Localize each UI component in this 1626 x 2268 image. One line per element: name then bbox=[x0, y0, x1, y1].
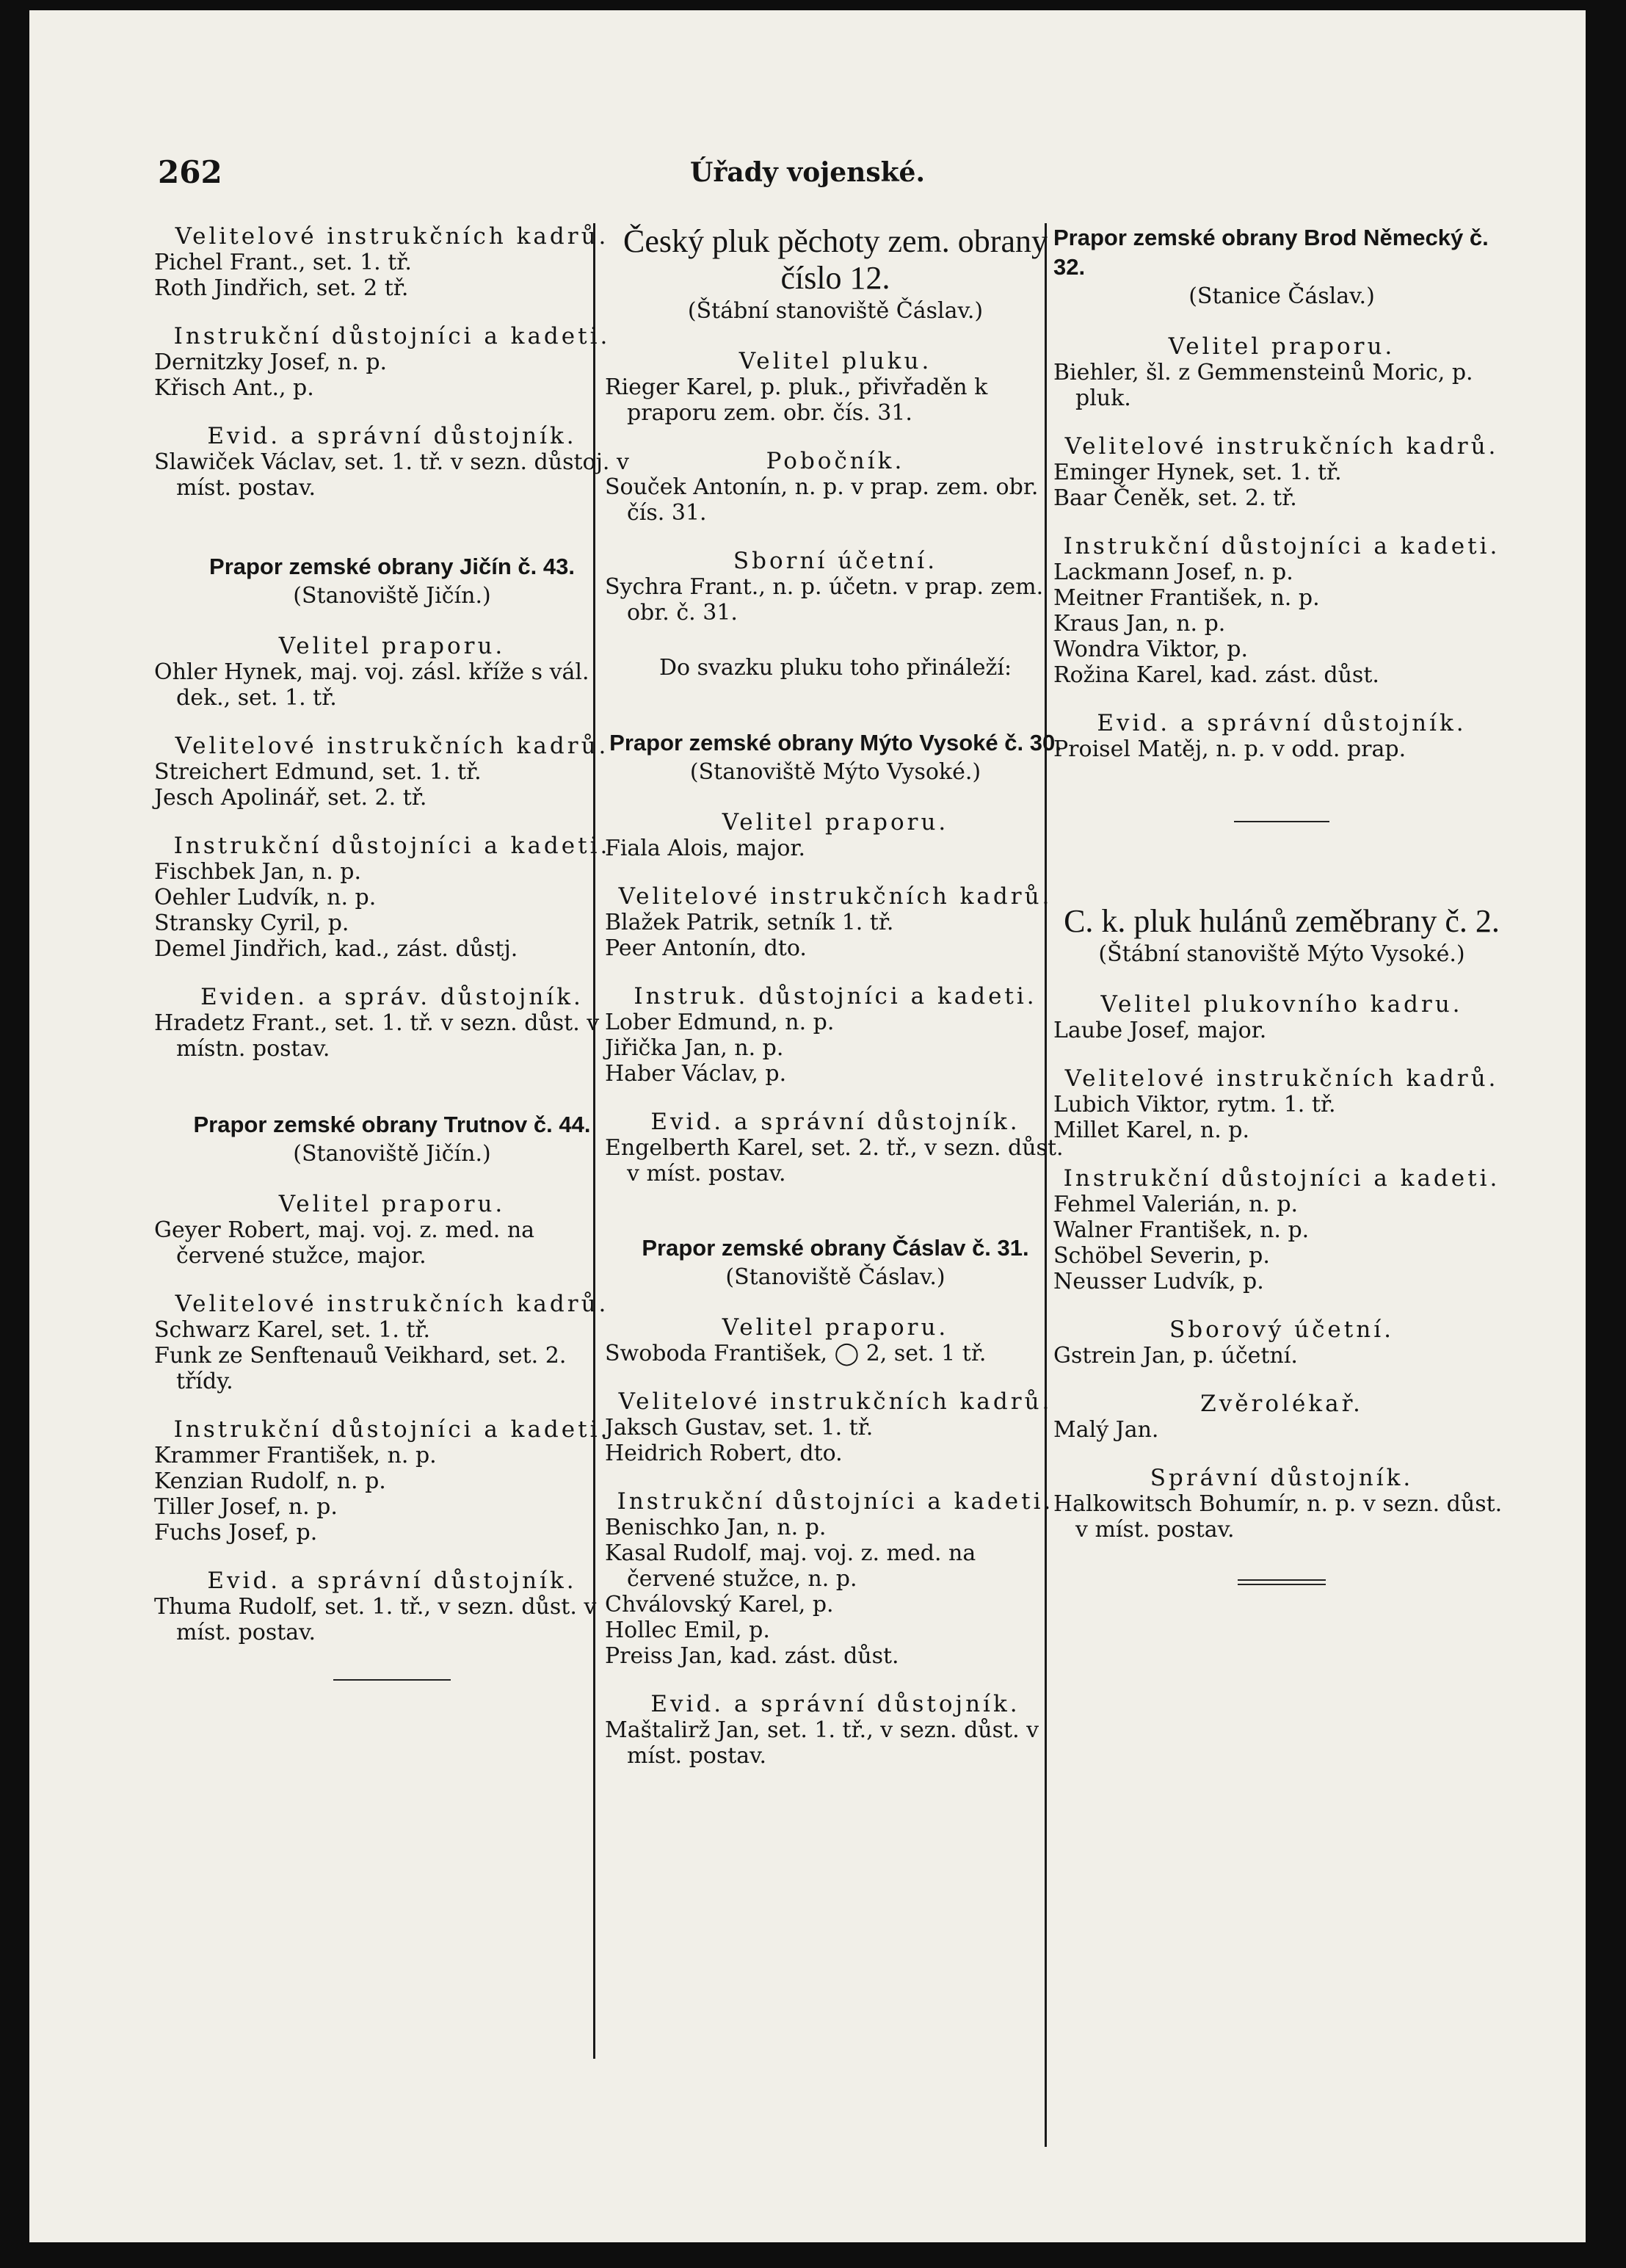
personnel-entry: Kraus Jan, n. p. bbox=[1053, 611, 1226, 637]
personnel-entry: Tiller Josef, n. p. bbox=[154, 1494, 338, 1520]
section-heading: Velitelové instrukčních kadrů. bbox=[175, 733, 609, 759]
personnel-entry: Hradetz Frant., set. 1. tř. v sezn. důst. v místn. postav. bbox=[154, 1010, 600, 1062]
personnel-entry: Gstrein Jan, p. účetní. bbox=[1053, 1343, 1298, 1369]
personnel-entry: Fehmel Valerián, n. p. bbox=[1053, 1192, 1299, 1217]
entry-list bbox=[154, 759, 630, 811]
personnel-entry: Jesch Apolinář, set. 2. tř. bbox=[154, 785, 427, 811]
unit-block-continued bbox=[154, 223, 630, 501]
sections bbox=[1053, 991, 1510, 1543]
unit-station: (Stanoviště Mýto Vysoké.) bbox=[689, 759, 981, 785]
column-2 bbox=[605, 223, 1066, 1769]
personnel-entry: Millet Karel, n. p. bbox=[1053, 1117, 1250, 1143]
unit-title: Prapor zemské obrany Brod Německý č. 32. bbox=[1053, 225, 1489, 280]
regiment-station: (Štábní stanoviště Mýto Vysoké.) bbox=[1098, 941, 1465, 967]
entry-list bbox=[1053, 1092, 1510, 1143]
section-heading: Velitelové instrukčních kadrů. bbox=[1064, 1065, 1499, 1092]
personnel-entry: Proisel Matěj, n. p. v odd. prap. bbox=[1053, 736, 1407, 762]
personnel-entry: Biehler, šl. z Gemmensteinů Moric, p. pluk. bbox=[1053, 360, 1473, 411]
entry-list bbox=[1053, 1192, 1510, 1294]
section-heading: Velitelové instrukčních kadrů. bbox=[175, 1291, 609, 1317]
sections bbox=[605, 1314, 1066, 1769]
entry-list bbox=[605, 374, 1066, 426]
unit-station: (Stanice Čáslav.) bbox=[1188, 283, 1375, 309]
personnel-entry: Peer Antonín, dto. bbox=[605, 935, 807, 961]
personnel-entry: Krammer František, n. p. bbox=[154, 1443, 437, 1468]
entry-list bbox=[1053, 1343, 1510, 1369]
entry-list bbox=[154, 449, 630, 501]
unit-block bbox=[154, 552, 630, 1062]
personnel-entry: Schöbel Severin, p. bbox=[1053, 1243, 1270, 1269]
entry-list bbox=[154, 250, 630, 301]
personnel-entry: Souček Antonín, n. p. v prap. zem. obr. čís. 31. bbox=[605, 474, 1039, 526]
unit-title: Prapor zemské obrany Čáslav č. 31. bbox=[642, 1235, 1029, 1261]
section-heading: Velitel praporu. bbox=[722, 1314, 949, 1341]
personnel-entry: Oehler Ludvík, n. p. bbox=[154, 885, 377, 910]
personnel-entry: Jaksch Gustav, set. 1. tř. bbox=[605, 1415, 874, 1441]
section-heading: Velitelové instrukčních kadrů. bbox=[1064, 433, 1499, 460]
personnel-entry: Malý Jan. bbox=[1053, 1417, 1159, 1443]
personnel-entry: Stransky Cyril, p. bbox=[154, 910, 349, 936]
section-heading: Velitelové instrukčních kadrů. bbox=[618, 1388, 1053, 1415]
entry-list bbox=[605, 836, 1066, 861]
unit-block bbox=[154, 1110, 630, 1645]
entry-list bbox=[605, 1717, 1066, 1769]
personnel-entry: Jiřička Jan, n. p. bbox=[605, 1035, 784, 1061]
section-divider-rule bbox=[1234, 821, 1329, 822]
entry-list bbox=[605, 1341, 1066, 1366]
entry-list bbox=[154, 659, 630, 711]
section-heading: Velitelové instrukčních kadrů. bbox=[618, 883, 1053, 910]
personnel-entry: Eminger Hynek, set. 1. tř. bbox=[1053, 460, 1342, 485]
personnel-entry: Swoboda František, ◯ 2, set. 1 tř. bbox=[605, 1341, 987, 1366]
entry-list bbox=[1053, 736, 1510, 762]
unit-title: Prapor zemské obrany Jičín č. 43. bbox=[209, 554, 575, 579]
personnel-entry: Chválovský Karel, p. bbox=[605, 1592, 834, 1617]
entry-list bbox=[154, 349, 630, 401]
page-header bbox=[29, 10, 1586, 209]
unit-station: (Stanoviště Jičín.) bbox=[293, 1141, 491, 1167]
unit-station: (Stanoviště Čáslav.) bbox=[725, 1264, 946, 1290]
personnel-entry: Kenzian Rudolf, n. p. bbox=[154, 1468, 386, 1494]
document-page bbox=[29, 10, 1586, 2242]
unit-title: Prapor zemské obrany Trutnov č. 44. bbox=[193, 1112, 591, 1137]
entry-list bbox=[1053, 360, 1510, 411]
unit-block bbox=[605, 728, 1066, 1186]
entry-list bbox=[154, 1317, 630, 1394]
regiment-block bbox=[1053, 903, 1510, 1543]
section-heading: Instrukční důstojníci a kadeti. bbox=[173, 833, 611, 859]
unit-block bbox=[1053, 223, 1510, 762]
entry-list bbox=[1053, 559, 1510, 688]
section-heading: Instrukční důstojníci a kadeti. bbox=[173, 1416, 611, 1443]
sections bbox=[154, 633, 630, 1062]
entry-list bbox=[1053, 460, 1510, 511]
personnel-entry: Křisch Ant., p. bbox=[154, 375, 314, 401]
section-heading: Evid. a správní důstojník. bbox=[207, 1568, 577, 1594]
personnel-entry: Rožina Karel, kad. zást. důst. bbox=[1053, 662, 1379, 688]
unit-station: (Stanoviště Jičín.) bbox=[293, 583, 491, 609]
section-heading: Sborový účetní. bbox=[1169, 1316, 1394, 1343]
sections bbox=[605, 809, 1066, 1186]
entry-list bbox=[605, 1515, 1066, 1669]
section-heading: Evid. a správní důstojník. bbox=[650, 1109, 1020, 1135]
section-heading: Evid. a správní důstojník. bbox=[650, 1691, 1020, 1717]
page-number: 262 bbox=[158, 154, 222, 190]
section-heading: Velitelové instrukčních kadrů. bbox=[175, 223, 609, 250]
personnel-entry: Roth Jindřich, set. 2 tř. bbox=[154, 275, 409, 301]
entry-list bbox=[605, 574, 1066, 626]
personnel-entry: Engelberth Karel, set. 2. tř., v sezn. důst. v míst. postav. bbox=[605, 1135, 1064, 1186]
personnel-entry: Lober Edmund, n. p. bbox=[605, 1010, 835, 1035]
section-heading: Instrukční důstojníci a kadeti. bbox=[173, 323, 611, 349]
entry-list bbox=[1053, 1491, 1510, 1543]
personnel-entry: Schwarz Karel, set. 1. tř. bbox=[154, 1317, 431, 1343]
section-heading: Velitel plukovního kadru. bbox=[1100, 991, 1463, 1018]
personnel-entry: Funk ze Senftenauů Veikhard, set. 2. třídy. bbox=[154, 1343, 567, 1394]
personnel-entry: Walner František, n. p. bbox=[1053, 1217, 1310, 1243]
personnel-entry: Neusser Ludvík, p. bbox=[1053, 1269, 1264, 1294]
entry-list bbox=[154, 1443, 630, 1546]
column-1 bbox=[154, 223, 630, 1681]
personnel-entry: Ohler Hynek, maj. voj. zásl. kříže s vál. dek., set. 1. tř. bbox=[154, 659, 589, 711]
entry-list bbox=[1053, 1018, 1510, 1043]
personnel-entry: Demel Jindřich, kad., zást. důstj. bbox=[154, 936, 518, 962]
section-heading: Správní důstojník. bbox=[1150, 1465, 1414, 1491]
personnel-entry: Rieger Karel, p. pluk., přivřaděn k praporu zem. obr. čís. 31. bbox=[605, 374, 988, 426]
personnel-entry: Lubich Viktor, rytm. 1. tř. bbox=[1053, 1092, 1336, 1117]
entry-list bbox=[605, 1010, 1066, 1087]
personnel-entry: Baar Čeněk, set. 2. tř. bbox=[1053, 485, 1297, 511]
personnel-entry: Benischko Jan, n. p. bbox=[605, 1515, 827, 1540]
sections bbox=[605, 348, 1066, 626]
section-heading: Velitel praporu. bbox=[1168, 333, 1395, 360]
entry-list bbox=[605, 1135, 1066, 1186]
personnel-entry: Halkowitsch Bohumír, n. p. v sezn. důst. v míst. postav. bbox=[1053, 1491, 1503, 1543]
entry-list bbox=[154, 859, 630, 962]
section-heading: Evid. a správní důstojník. bbox=[1097, 710, 1467, 736]
section-heading: Instrukční důstojníci a kadeti. bbox=[617, 1488, 1054, 1515]
personnel-entry: Meitner František, n. p. bbox=[1053, 585, 1320, 611]
entry-list bbox=[154, 1594, 630, 1645]
section-heading: Evid. a správní důstojník. bbox=[207, 423, 577, 449]
unit-title: Prapor zemské obrany Mýto Vysoké č. 30. bbox=[609, 730, 1061, 756]
entry-list bbox=[605, 474, 1066, 526]
sections bbox=[154, 1191, 630, 1645]
personnel-entry: Wondra Viktor, p. bbox=[1053, 637, 1249, 662]
entry-list bbox=[1053, 1417, 1510, 1443]
personnel-entry: Dernitzky Josef, n. p. bbox=[154, 349, 388, 375]
section-end-rule bbox=[333, 1679, 451, 1681]
section-heading: Velitel praporu. bbox=[278, 1191, 506, 1217]
personnel-entry: Maštalirž Jan, set. 1. tř., v sezn. důst. v míst. postav. bbox=[605, 1717, 1039, 1769]
sections bbox=[1053, 333, 1510, 762]
personnel-entry: Blažek Patrik, setník 1. tř. bbox=[605, 910, 894, 935]
personnel-entry: Sychra Frant., n. p. účetn. v prap. zem. obr. č. 31. bbox=[605, 574, 1044, 626]
section-heading: Instrukční důstojníci a kadeti. bbox=[1063, 533, 1500, 559]
section-heading: Instrukční důstojníci a kadeti. bbox=[1063, 1165, 1500, 1192]
personnel-entry: Fischbek Jan, n. p. bbox=[154, 859, 362, 885]
entry-list bbox=[154, 1217, 630, 1269]
personnel-entry: Haber Václav, p. bbox=[605, 1061, 787, 1087]
entry-list bbox=[605, 910, 1066, 961]
entry-list bbox=[605, 1415, 1066, 1466]
regiment-title: C. k. pluk hulánů zeměbrany č. 2. bbox=[1064, 903, 1500, 939]
personnel-entry: Heidrich Robert, dto. bbox=[605, 1441, 843, 1466]
personnel-entry: Hollec Emil, p. bbox=[605, 1617, 770, 1643]
personnel-entry: Lackmann Josef, n. p. bbox=[1053, 559, 1293, 585]
personnel-entry: Geyer Robert, maj. voj. z. med. na červené stužce, major. bbox=[154, 1217, 535, 1269]
section-heading: Sborní účetní. bbox=[733, 548, 938, 574]
personnel-entry: Preiss Jan, kad. zást. důst. bbox=[605, 1643, 899, 1669]
regiment-block bbox=[605, 223, 1066, 681]
personnel-entry: Fuchs Josef, p. bbox=[154, 1520, 318, 1546]
regiment-title: Český pluk pěchoty zem. obrany číslo 12. bbox=[623, 223, 1048, 296]
regiment-station: (Štábní stanoviště Čáslav.) bbox=[687, 298, 984, 324]
personnel-entry: Pichel Frant., set. 1. tř. bbox=[154, 250, 412, 275]
section-heading: Instruk. důstojníci a kadeti. bbox=[634, 983, 1037, 1010]
entry-list bbox=[154, 1010, 630, 1062]
section-heading: Eviden. a správ. důstojník. bbox=[200, 984, 584, 1010]
personnel-entry: Laube Josef, major. bbox=[1053, 1018, 1267, 1043]
regiment-note: Do svazku pluku toho přináleží: bbox=[658, 655, 1012, 681]
running-head: Úřady vojenské. bbox=[690, 157, 925, 188]
section-heading: Pobočník. bbox=[766, 448, 905, 474]
section-heading: Velitel praporu. bbox=[722, 809, 949, 836]
section-heading: Velitel praporu. bbox=[278, 633, 506, 659]
personnel-entry: Streichert Edmund, set. 1. tř. bbox=[154, 759, 482, 785]
personnel-entry: Fiala Alois, major. bbox=[605, 836, 805, 861]
sections bbox=[154, 223, 630, 501]
section-heading: Velitel pluku. bbox=[738, 348, 932, 374]
section-end-double-rule bbox=[1238, 1579, 1326, 1585]
section-heading: Zvěrolékař. bbox=[1200, 1391, 1363, 1417]
unit-block bbox=[605, 1233, 1066, 1769]
personnel-entry: Thuma Rudolf, set. 1. tř., v sezn. důst. v míst. postav. bbox=[154, 1594, 597, 1645]
column-3 bbox=[1053, 223, 1510, 1585]
personnel-entry: Slawiček Václav, set. 1. tř. v sezn. důstoj. v míst. postav. bbox=[154, 449, 629, 501]
personnel-entry: Kasal Rudolf, maj. voj. z. med. na červené stužce, n. p. bbox=[605, 1540, 976, 1592]
